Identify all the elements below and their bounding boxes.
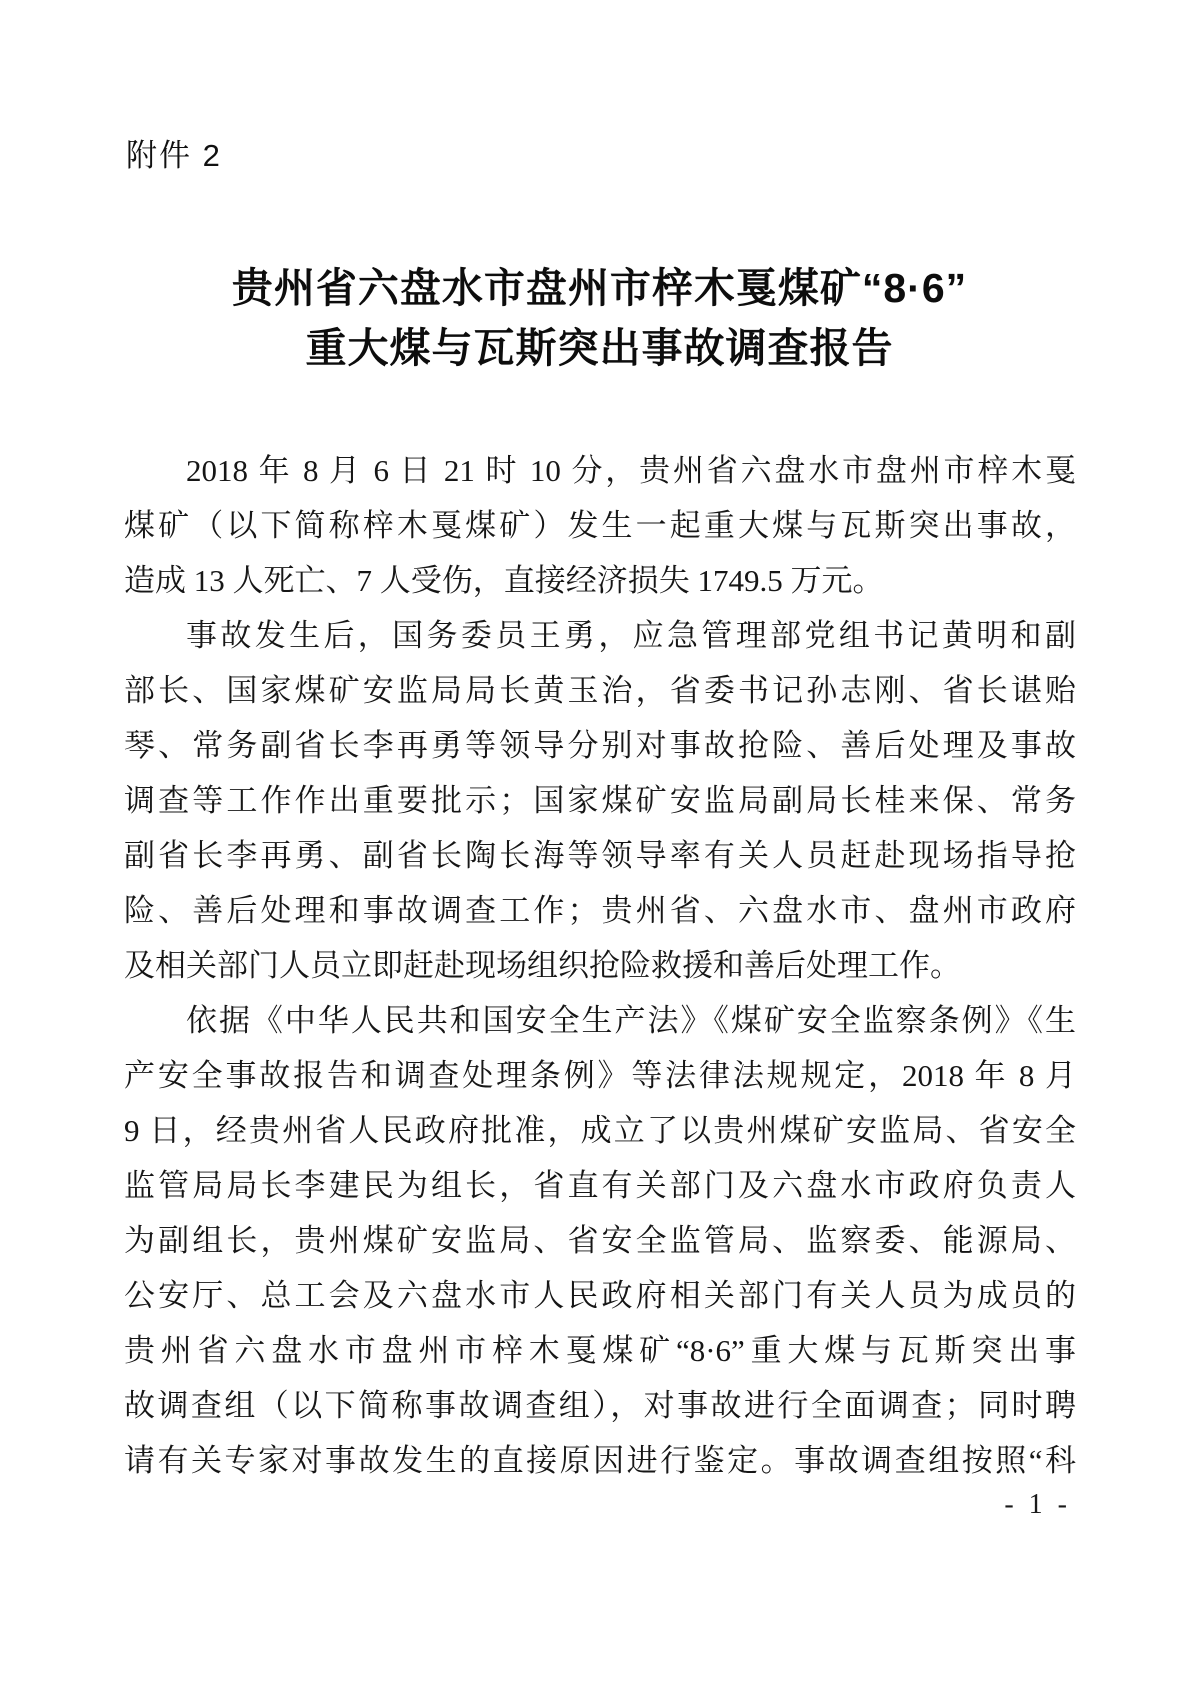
body-line: 9 日，经贵州省人民政府批准，成立了以贵州煤矿安监局、省安全: [124, 1113, 1076, 1148]
body-line: 为副组长，贵州煤矿安监局、省安全监管局、监察委、能源局、: [124, 1223, 1076, 1258]
body-line: 2018 年 8 月 6 日 21 时 10 分，贵州省六盘水市盘州市梓木戛: [186, 453, 1076, 488]
attachment-label: 附件 2: [126, 138, 222, 173]
title-line-2: 重大煤与瓦斯突出事故调查报告: [305, 325, 894, 371]
body-line: 部长、国家煤矿安监局局长黄玉治，省委书记孙志刚、省长谌贻: [124, 673, 1076, 708]
page-number: - 1 -: [1004, 1489, 1071, 1520]
body-paragraph: [124, 443, 1076, 608]
body-line: 险、善后处理和事故调查工作；贵州省、六盘水市、盘州市政府: [124, 893, 1076, 928]
body-line: 副省长李再勇、副省长陶长海等领导率有关人员赶赴现场指导抢: [124, 838, 1076, 873]
body-line: 贵州省六盘水市盘州市梓木戛煤矿“8·6”重大煤与瓦斯突出事: [124, 1333, 1076, 1368]
document-title: [0, 258, 1199, 378]
body-line: 公安厅、总工会及六盘水市人民政府相关部门有关人员为成员的: [124, 1278, 1076, 1313]
body-paragraph: [124, 993, 1076, 1488]
body-paragraph: [124, 608, 1076, 993]
body-line: 依据《中华人民共和国安全生产法》《煤矿安全监察条例》《生: [186, 1003, 1076, 1038]
body-line: 监管局局长李建民为组长，省直有关部门及六盘水市政府负责人: [124, 1168, 1076, 1203]
body-line: 故调查组（以下简称事故调查组），对事故进行全面调查；同时聘: [124, 1388, 1076, 1423]
title-line-1: 贵州省六盘水市盘州市梓木戛煤矿“8·6”: [231, 265, 968, 311]
body-line: 琴、常务副省长李再勇等领导分别对事故抢险、善后处理及事故: [124, 728, 1076, 763]
body-line: 煤矿（以下简称梓木戛煤矿）发生一起重大煤与瓦斯突出事故，: [124, 508, 1076, 543]
document-body: [124, 443, 1076, 1488]
body-line: 及相关部门人员立即赶赴现场组织抢险救援和善后处理工作。: [124, 948, 961, 983]
body-line: 产安全事故报告和调查处理条例》等法律法规规定，2018 年 8 月: [124, 1058, 1076, 1093]
body-line: 调查等工作作出重要批示；国家煤矿安监局副局长桂来保、常务: [124, 783, 1076, 818]
body-line: 请有关专家对事故发生的直接原因进行鉴定。事故调查组按照“科: [124, 1443, 1076, 1478]
body-line: 造成 13 人死亡、7 人受伤，直接经济损失 1749.5 万元。: [124, 563, 884, 598]
body-line: 事故发生后，国务委员王勇，应急管理部党组书记黄明和副: [186, 618, 1076, 653]
